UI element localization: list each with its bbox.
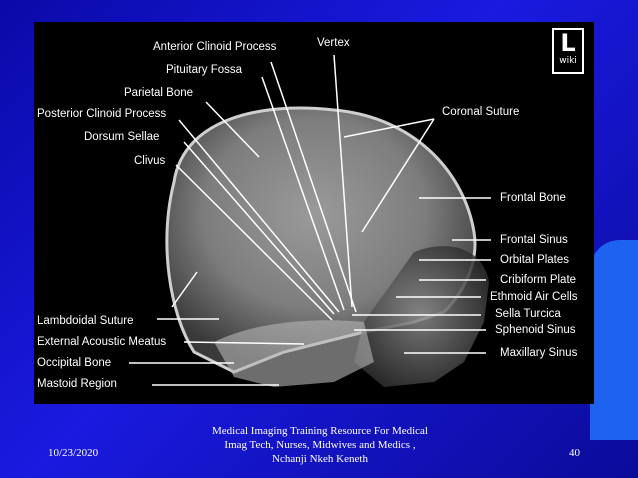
label-frontal-sinus: Frontal Sinus bbox=[500, 234, 568, 246]
footer-date: 10/23/2020 bbox=[48, 447, 99, 459]
label-parietal-bone: Parietal Bone bbox=[124, 87, 194, 99]
label-vertex: Vertex bbox=[317, 37, 350, 49]
label-sella-turcica: Sella Turcica bbox=[495, 308, 561, 320]
label-maxillary-sinus: Maxillary Sinus bbox=[500, 347, 578, 359]
label-external-acoustic-meatus: External Acoustic Meatus bbox=[37, 336, 167, 348]
logo-letter: L bbox=[560, 29, 576, 57]
footer-credit: Medical Imaging Training Resource For Medical Imag Tech, Nurses, Midwives and Medics , Nchanji Nkeh Keneth bbox=[212, 425, 428, 465]
label-anterior-clinoid: Anterior Clinoid Process bbox=[153, 41, 277, 53]
label-occipital-bone: Occipital Bone bbox=[37, 357, 112, 369]
page-number: 40 bbox=[569, 447, 580, 459]
label-sphenoid-sinus: Sphenoid Sinus bbox=[495, 324, 576, 336]
label-frontal-bone: Frontal Bone bbox=[500, 192, 566, 204]
decorative-side-shape bbox=[590, 240, 638, 440]
label-posterior-clinoid: Posterior Clinoid Process bbox=[37, 108, 167, 120]
skull-xray-image bbox=[34, 22, 594, 404]
label-clivus: Clivus bbox=[134, 155, 166, 167]
wiki-logo bbox=[552, 28, 584, 74]
label-coronal-suture: Coronal Suture bbox=[442, 106, 520, 118]
label-lambdoidal-suture: Lambdoidal Suture bbox=[37, 315, 134, 327]
label-mastoid-region: Mastoid Region bbox=[37, 378, 117, 390]
label-dorsum-sellae: Dorsum Sellae bbox=[84, 131, 160, 143]
logo-text: wiki bbox=[559, 56, 577, 66]
label-orbital-plates: Orbital Plates bbox=[500, 254, 570, 266]
label-ethmoid-air-cells: Ethmoid Air Cells bbox=[490, 291, 578, 303]
label-cribiform-plate: Cribiform Plate bbox=[500, 274, 577, 286]
label-pituitary-fossa: Pituitary Fossa bbox=[166, 64, 243, 76]
